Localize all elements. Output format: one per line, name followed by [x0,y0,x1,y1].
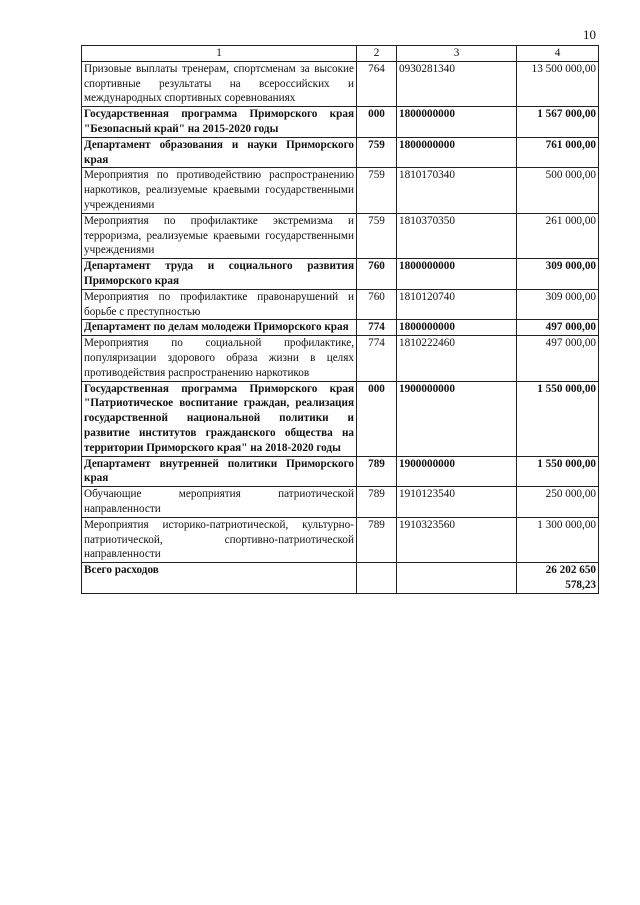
row-amount-cell: 497 000,00 [517,336,599,381]
row-agency-code-cell: 789 [357,487,397,518]
row-agency-code-cell: 759 [357,213,397,258]
row-amount-cell: 250 000,00 [517,487,599,518]
header-cell-2: 2 [357,46,397,62]
row-article-code-cell: 1810370350 [397,213,517,258]
row-agency-code-cell: 760 [357,289,397,320]
row-article-code-cell: 1810222460 [397,336,517,381]
row-article-code-cell: 1810120740 [397,289,517,320]
row-article-code-cell: 1910323560 [397,517,517,562]
row-agency-code-cell: 000 [357,107,397,138]
row-agency-code-cell: 789 [357,517,397,562]
row-agency-code-cell: 000 [357,381,397,456]
row-description-cell: Мероприятия по профилактике экстремизма и терроризма, реализуемые краевыми государственными учреждениями [82,213,357,258]
table-row [82,168,599,213]
row-agency-code-cell: 759 [357,168,397,213]
row-description-cell: Департамент по делам молодежи Приморского края [82,320,357,336]
row-agency-code-cell: 789 [357,456,397,487]
row-article-code-cell: 1900000000 [397,381,517,456]
header-cell-3: 3 [397,46,517,62]
row-description-cell: Мероприятия по социальной профилактике, популяризации здорового образа жизни в целях противодействия распространению наркотиков [82,336,357,381]
row-amount-cell: 1 550 000,00 [517,456,599,487]
row-agency-code-cell: 764 [357,61,397,106]
table-row [82,381,599,456]
row-article-code-cell: 1910123540 [397,487,517,518]
row-amount-cell: 309 000,00 [517,289,599,320]
row-amount-cell: 13 500 000,00 [517,61,599,106]
table-row [82,487,599,518]
row-amount-cell: 1 300 000,00 [517,517,599,562]
row-article-code-cell: 1800000000 [397,107,517,138]
row-amount-cell: 497 000,00 [517,320,599,336]
header-cell-1: 1 [82,46,357,62]
row-description-cell: Мероприятия по противодействию распространению наркотиков, реализуемые краевыми государственными учреждениями [82,168,357,213]
page-number: 10 [583,27,596,42]
row-article-code-cell: 1800000000 [397,320,517,336]
row-agency-code-cell: 760 [357,259,397,290]
table-row [82,336,599,381]
row-amount-cell: 26 202 650 578,23 [517,563,599,594]
row-description-cell: Государственная программа Приморского края "Патриотическое воспитание граждан, реализация государственной национальной политики и развитие институтов гражданского общества на территории Приморского края" на 2018-2020 годы [82,381,357,456]
row-description-cell: Департамент образования и науки Приморского края [82,137,357,168]
row-article-code-cell: 0930281340 [397,61,517,106]
row-agency-code-cell: 759 [357,137,397,168]
row-article-code-cell: 1810170340 [397,168,517,213]
table-row [82,137,599,168]
table-row [82,107,599,138]
header-cell-4: 4 [517,46,599,62]
row-description-cell: Мероприятия по профилактике правонарушений и борьбе с преступностью [82,289,357,320]
table-row [82,61,599,106]
row-description-cell: Обучающие мероприятия патриотической направленности [82,487,357,518]
row-article-code-cell: 1800000000 [397,259,517,290]
row-amount-cell: 500 000,00 [517,168,599,213]
row-amount-cell: 261 000,00 [517,213,599,258]
row-description-cell: Государственная программа Приморского края "Безопасный край" на 2015-2020 годы [82,107,357,138]
table-header-row [82,46,599,62]
row-amount-cell: 1 567 000,00 [517,107,599,138]
row-article-code-cell: 1800000000 [397,137,517,168]
budget-table-body [82,46,599,594]
row-amount-cell: 1 550 000,00 [517,381,599,456]
table-row [82,320,599,336]
table-row [82,517,599,562]
row-article-code-cell [397,563,517,594]
row-agency-code-cell [357,563,397,594]
row-agency-code-cell: 774 [357,320,397,336]
row-description-cell: Департамент труда и социального развития Приморского края [82,259,357,290]
budget-table [81,45,599,594]
row-description-cell: Всего расходов [82,563,357,594]
table-row [82,456,599,487]
row-amount-cell: 309 000,00 [517,259,599,290]
row-amount-cell: 761 000,00 [517,137,599,168]
table-row [82,289,599,320]
table-row [82,563,599,594]
row-description-cell: Призовые выплаты тренерам, спортсменам за высокие спортивные результаты на всероссийских и международных спортивных соревнованиях [82,61,357,106]
row-article-code-cell: 1900000000 [397,456,517,487]
table-row [82,259,599,290]
row-description-cell: Мероприятия историко-патриотической, культурно-патриотической, спортивно-патриотической направленности [82,517,357,562]
table-row [82,213,599,258]
row-description-cell: Департамент внутренней политики Приморского края [82,456,357,487]
row-agency-code-cell: 774 [357,336,397,381]
